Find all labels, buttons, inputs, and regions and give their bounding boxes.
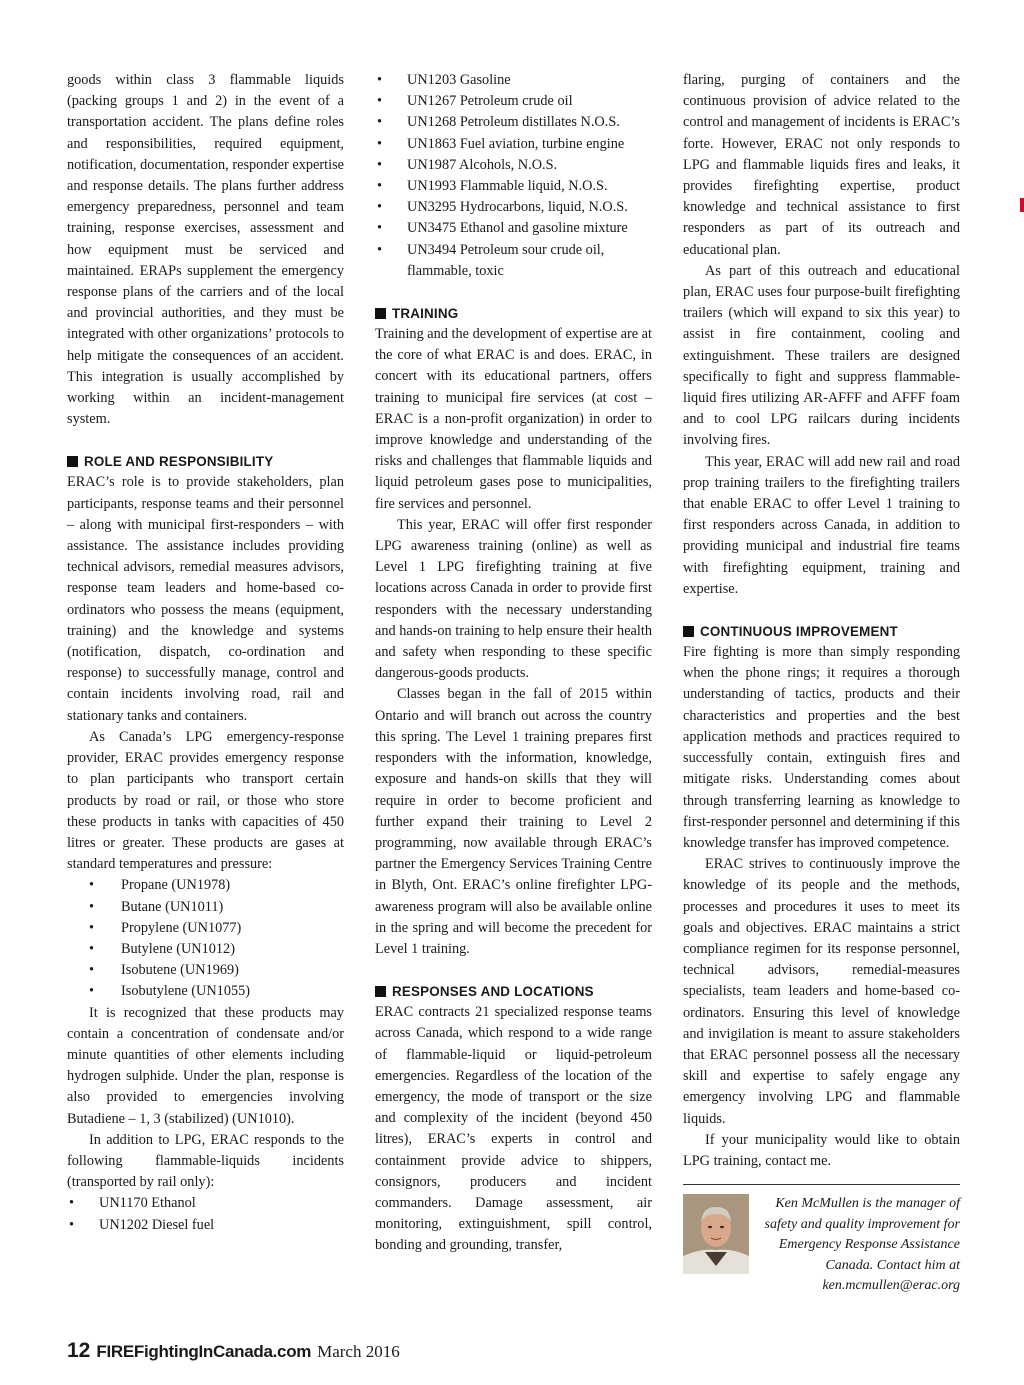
list-item: • Propane (UN1978): [67, 875, 344, 896]
column-1: [67, 70, 344, 1236]
training-paragraph-3: Classes began in the fall of 2015 within Ontario and will branch out across the country this spring. The Level 1 training prepares first responders with the information, knowledge, exposure and hands-on skills that they will require in order to become proficient and further expand their training to Level 2 programming, now available through ERAC’s partner the Emergency Services Training Centre in Blyth, Ont. ERAC’s online firefighter LPG-awareness program will also be available online in the spring and will become the precedent for Level 1 training.: [375, 686, 652, 957]
gas-products-list: [67, 875, 344, 1002]
improvement-paragraph-2: ERAC strives to continuously improve the knowledge of its people and the methods, processes and procedures it uses to meet its goals and objectives. ERAC maintains a strict compliance regimen for its response personnel, technical advisors, remedial-measures specialists, team leaders and home-based co-ordinators. Ensuring this level of knowledge and invigilation is meant to assure stakeholders that ERAC personnel possess all the necessary skill and expertise to safely engage any emergency involving LPG and flammable liquids.: [683, 856, 960, 1127]
training-paragraph-2: This year, ERAC will offer first responder LPG awareness training (online) as well as Level 1 LPG firefighting training at five locations across Canada in order to provide first responders with the necessary understanding and hands-on training to help ensure their health and safety when responding to these specific dangerous-goods products.: [375, 516, 652, 682]
site-name: FIREFightingInCanada.com: [96, 1342, 312, 1361]
forte-paragraph: flaring, purging of containers and the continuous provision of advice related to the control and management of incidents is ERAC’s forte. However, ERAC not only responds to LPG and flammable liquids fires and leaks, it provides firefighting expertise, product knowledge and technical assistance to first responders as part of its outreach and educational plan.: [683, 72, 960, 258]
list-item: • UN3494 Petroleum sour crude oil, flammable, toxic: [375, 240, 652, 282]
list-item: • UN1202 Diesel fuel: [67, 1215, 344, 1236]
heading-square-icon: [683, 626, 694, 637]
list-item: • Propylene (UN1077): [67, 918, 344, 939]
heading-responses-locations: RESPONSES AND LOCATIONS: [375, 981, 652, 1002]
list-item: • UN3475 Ethanol and gasoline mixture: [375, 218, 652, 239]
issue-date: March 2016: [317, 1342, 400, 1361]
trailers-paragraph: As part of this outreach and educational plan, ERAC uses four purpose-built firefighting trailers (which will expand to six this year) to assist in fire containment, cooling and extinguishment. These trailers are designed specifically to fight and suppress flammable-liquid fires utilizing AR-AFFF and AFFF foam and to cool LPG railcars during incidents involving fires.: [683, 262, 960, 449]
list-item: • Isobutene (UN1969): [67, 960, 344, 981]
flammable-liquids-intro: In addition to LPG, ERAC responds to the following flammable-liquids incidents (transported by rail only):: [67, 1131, 344, 1191]
lpg-provider-paragraph: As Canada’s LPG emergency-response provider, ERAC provides emergency response to plan participants who transport certain products by road or rail, or those who store these products in tanks with capacities of 450 litres or greater. These products are gases at standard temperatures and pressure:: [67, 728, 344, 873]
new-trailers-paragraph: This year, ERAC will add new rail and road prop training trailers to the firefighting trailers that enable ERAC to offer Level 1 training to first responders across Canada, in addition to providing municipal and industrial fire teams with firefighting equipment, training and expertise.: [683, 453, 960, 597]
column-2: [375, 70, 652, 1257]
list-item: • UN1268 Petroleum distillates N.O.S.: [375, 112, 652, 133]
training-paragraph-1: Training and the development of expertise are at the core of what ERAC is and does. ERAC, in concert with its educational partners, offers training to municipal fire services (at cost – ERAC is a non-profit organization) in order to improve knowledge and understanding of the risks and challenges that flammable liquids and liquid petroleum gases pose to municipalities, fire services and personnel.: [375, 326, 652, 512]
flammable-liquids-list-part1: [67, 1193, 344, 1235]
heading-continuous-improvement: CONTINUOUS IMPROVEMENT: [683, 621, 960, 642]
heading-role-responsibility: ROLE AND RESPONSIBILITY: [67, 451, 344, 472]
list-item: • UN3295 Hydrocarbons, liquid, N.O.S.: [375, 197, 652, 218]
list-item: • Butane (UN1011): [67, 897, 344, 918]
author-bio: [683, 1194, 960, 1297]
list-item: • UN1987 Alcohols, N.O.S.: [375, 155, 652, 176]
heading-square-icon: [375, 308, 386, 319]
list-item: • UN1170 Ethanol: [67, 1193, 344, 1214]
responses-paragraph: ERAC contracts 21 specialized response teams across Canada, which respond to a wide range of flammable-liquid or liquid-petroleum emergencies. Regardless of the location of the emergency, the mode of transport or the size and complexity of the incident (beyond 450 litres), ERAC’s experts in control and containment provide advice to shippers, consignors, producers and incident commanders. Damage assessment, air monitoring, extinguishment, spill control, bonding and grounding, transfer,: [375, 1004, 652, 1254]
bio-divider: [683, 1184, 960, 1185]
intro-paragraph: goods within class 3 flammable liquids (packing groups 1 and 2) in the event of a transportation accident. The plans define roles and responsibilities, required equipment, notification, documentation, responder expertise and response details. The plans further address emergency preparedness, personnel and team training, response exercises, assessment and how equipment must be serviced and maintained. ERAPs supplement the emergency response plans of the carriers and of the local and provincial authorities, and they must be integrated with other organizations’ protocols to help mitigate the consequences of an accident. This integration is usually accomplished by working within an incident-management system.: [67, 72, 344, 428]
heading-training: TRAINING: [375, 303, 652, 324]
author-photo: [683, 1194, 749, 1274]
author-bio-text: Ken McMullen is the manager of safety and quality improvement for Emergency Response Assistance Canada. Contact him at ken.mcmullen@erac.org: [764, 1196, 960, 1294]
flammable-liquids-list-part2: [375, 70, 652, 282]
list-item: • Butylene (UN1012): [67, 939, 344, 960]
list-item: • UN1203 Gasoline: [375, 70, 652, 91]
heading-square-icon: [67, 456, 78, 467]
edge-color-tab: [1020, 198, 1024, 212]
improvement-paragraph-1: Fire fighting is more than simply responding when the phone rings; it requires a thorough understanding of tactics, products and their characteristics and properties and the best application methods and practices required to successfully contain, extinguish fires and mitigate risks. Understanding comes about through transferring learning as knowledge to first-responder personnel and determining if this knowledge transfer has improved competence.: [683, 644, 960, 851]
list-item: • Isobutylene (UN1055): [67, 981, 344, 1002]
heading-square-icon: [375, 986, 386, 997]
list-item: • UN1267 Petroleum crude oil: [375, 91, 652, 112]
list-item: • UN1863 Fuel aviation, turbine engine: [375, 134, 652, 155]
page-footer: [67, 1339, 400, 1365]
column-3: [683, 70, 960, 1297]
page-number: 12: [67, 1339, 91, 1362]
condensate-paragraph: It is recognized that these products may contain a concentration of condensate and/or minute quantities of other elements including hydrogen sulphide. Under the plan, response is also provided to emergencies involving Butadiene – 1, 3 (stabilized) (UN1010).: [67, 1004, 344, 1127]
list-item: • UN1993 Flammable liquid, N.O.S.: [375, 176, 652, 197]
contact-paragraph: If your municipality would like to obtain LPG training, contact me.: [683, 1131, 960, 1169]
role-paragraph: ERAC’s role is to provide stakeholders, plan participants, response teams and their personnel – along with municipal first-responders – with assistance. The assistance includes providing technical advisors, remedial measures advisors, response team leaders and home-based co-ordinators who possess the means (equipment, training) and the knowledge and systems (notification, dispatch, co-ordination and response) to successfully manage, control and contain incidents involving road, rail and stationary tanks and containers.: [67, 474, 344, 724]
